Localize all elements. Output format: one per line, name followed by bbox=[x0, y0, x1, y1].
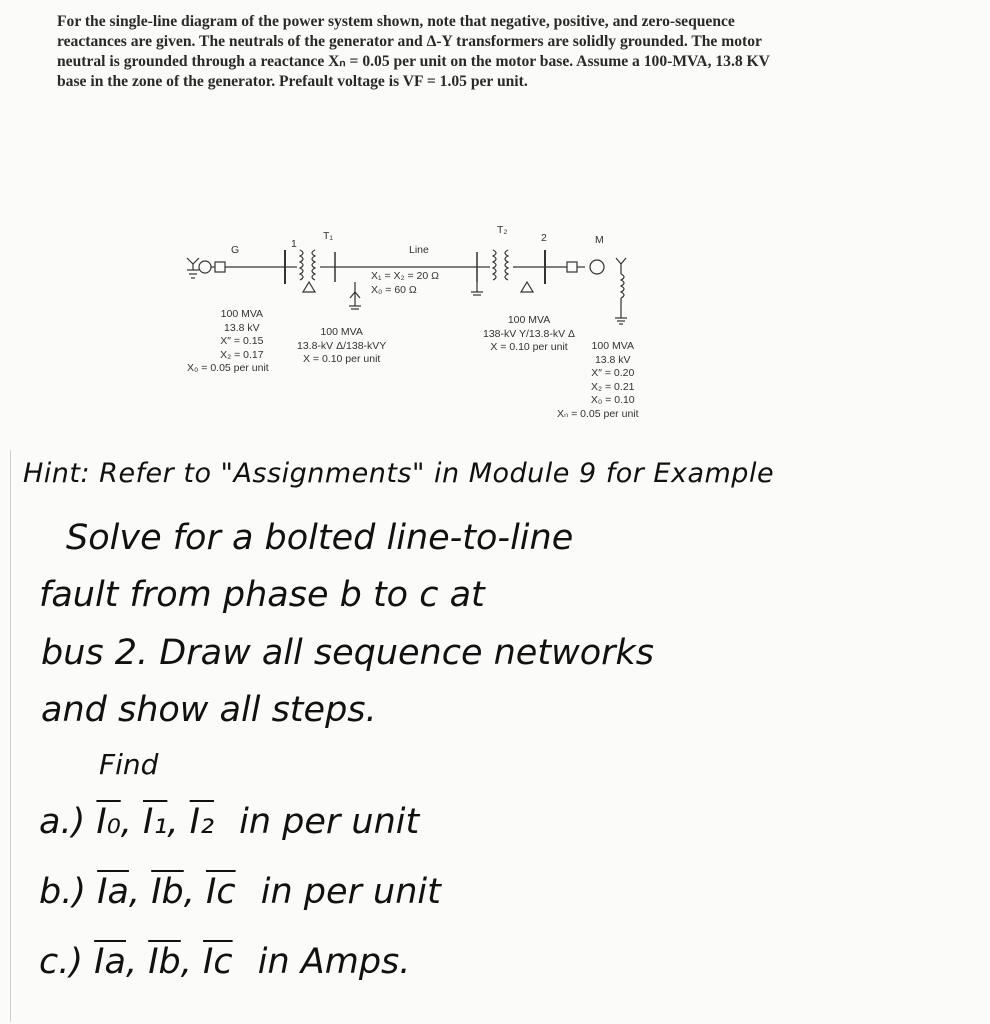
t1-spec: 100 MVA 13.8-kV Δ/138-kVY X = 0.10 per unit bbox=[297, 326, 387, 365]
note-line: Solve for a bolted line-to-line bbox=[66, 518, 574, 558]
note-line: and show all steps. bbox=[41, 690, 377, 730]
handwritten-notes bbox=[10, 450, 983, 1022]
motor-label: M bbox=[595, 234, 604, 246]
t2-label: T₂ bbox=[497, 224, 508, 236]
note-line: fault from phase b to c at bbox=[39, 575, 485, 615]
find-item-b: b.) $\overline{Ia}$, $\overline{Ib}$, $\overline{Ic}$ in per unit bbox=[39, 872, 441, 912]
note-line: bus 2. Draw all sequence networks bbox=[41, 633, 654, 673]
problem-statement: For the single-line diagram of the power system shown, note that negative, positive, and zero-sequence reactances are given. The neutrals of the generator and Δ-Y transformers are solidly grounded. The motor neutral is grounded through a reactance Xₙ = 0.05 per unit on the motor base. Assume a 100-MVA, 13.8 KV base in the zone of the generator. Prefault voltage is VF = 1.05 per unit. bbox=[57, 13, 770, 90]
line-x12-label: X₁ = X₂ = 20 Ω bbox=[371, 270, 440, 282]
single-line-diagram bbox=[175, 222, 715, 442]
hint-text: Hint: Refer to "Assignments" in Module 9 for Example bbox=[23, 458, 775, 489]
generator-label: G bbox=[231, 244, 240, 256]
find-item-c: c.) $\overline{Ia}$, $\overline{Ib}$, $\overline{Ic}$ in Amps. bbox=[39, 942, 411, 982]
line-x0-label: X₀ = 60 Ω bbox=[371, 284, 417, 296]
t1-label: T₁ bbox=[323, 230, 333, 242]
t2-spec: 100 MVA 138-kV Y/13.8-kV Δ X = 0.10 per unit bbox=[483, 314, 576, 353]
motor-spec: 100 MVA 13.8 kV X″ = 0.20 X₂ = 0.21 X₀ = 0.10 Xₙ = 0.05 per unit bbox=[557, 340, 639, 420]
bus-1-label: 1 bbox=[291, 238, 297, 250]
line-label: Line bbox=[409, 244, 429, 256]
generator-spec: 100 MVA 13.8 kV X″ = 0.15 X₂ = 0.17 X₀ = 0.05 per unit bbox=[187, 308, 269, 374]
find-label: Find bbox=[99, 748, 159, 781]
find-item-a: a.) I₀, I₁, I₂ in per unit bbox=[39, 802, 420, 842]
bus-2-label: 2 bbox=[541, 232, 547, 244]
